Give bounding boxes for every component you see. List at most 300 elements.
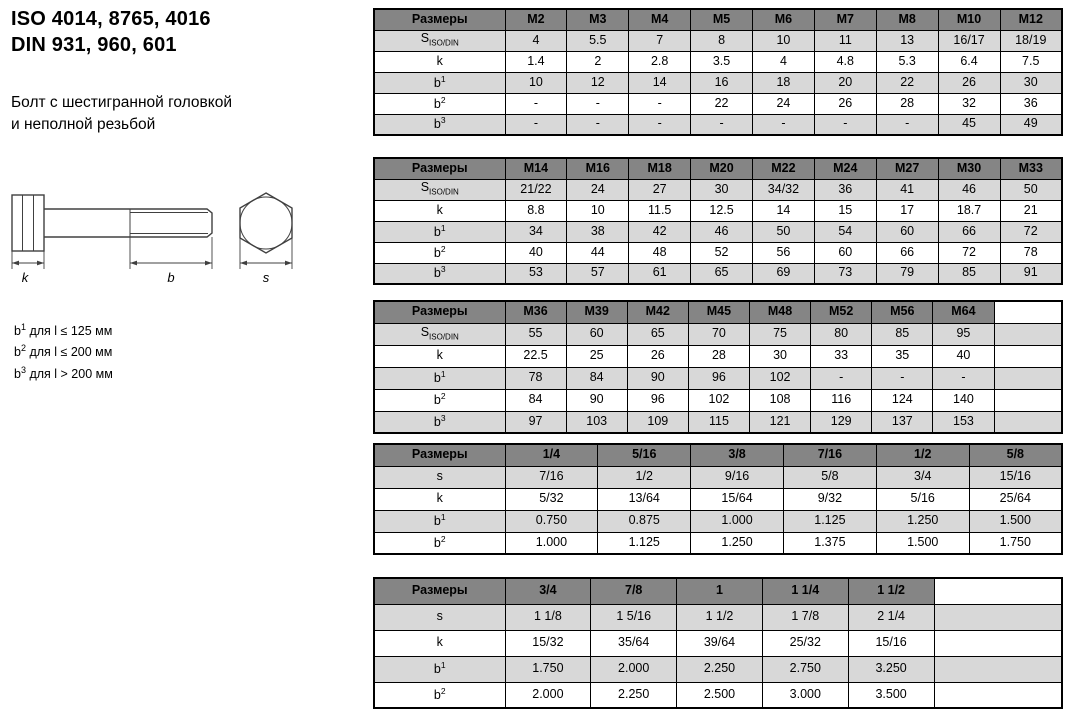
column-header: 1 1/2 bbox=[848, 578, 934, 604]
value-cell: 35 bbox=[872, 345, 933, 367]
row-label: k bbox=[374, 630, 505, 656]
footnote: $b^2$ для l ≤ 200 мм bbox=[14, 343, 113, 360]
empty-cell bbox=[994, 411, 1062, 433]
value-cell: 33 bbox=[811, 345, 872, 367]
table-header-label: Размеры bbox=[374, 158, 505, 179]
value-cell: 5.5 bbox=[567, 30, 629, 51]
arrowhead bbox=[240, 261, 247, 266]
value-cell: 11 bbox=[814, 30, 876, 51]
value-cell: 1.125 bbox=[783, 510, 876, 532]
row-label: $b^1$ bbox=[374, 221, 505, 242]
value-cell: 2.000 bbox=[591, 656, 677, 682]
value-cell: 84 bbox=[566, 367, 627, 389]
row-label: $S_{ISO/DIN}$ bbox=[374, 179, 505, 200]
value-cell: 50 bbox=[753, 221, 815, 242]
table-row bbox=[374, 630, 1062, 656]
value-cell: 5/16 bbox=[876, 488, 969, 510]
value-cell: 17 bbox=[876, 200, 938, 221]
value-cell: 2.250 bbox=[591, 682, 677, 708]
value-cell: 60 bbox=[566, 323, 627, 345]
dimension-table-1 bbox=[373, 8, 1063, 136]
value-cell: 15 bbox=[814, 200, 876, 221]
column-header: M10 bbox=[938, 9, 1000, 30]
table-row bbox=[374, 367, 1062, 389]
value-cell: 90 bbox=[566, 389, 627, 411]
table-row bbox=[374, 604, 1062, 630]
value-cell: 1.375 bbox=[783, 532, 876, 554]
value-cell: - bbox=[753, 114, 815, 135]
value-cell: 8.8 bbox=[505, 200, 567, 221]
value-cell: 65 bbox=[627, 323, 688, 345]
table-row bbox=[374, 532, 1062, 554]
row-label: k bbox=[374, 200, 505, 221]
value-cell: 1.250 bbox=[876, 510, 969, 532]
column-header: M52 bbox=[811, 301, 872, 323]
value-cell: 85 bbox=[872, 323, 933, 345]
value-cell: 137 bbox=[872, 411, 933, 433]
column-header: M24 bbox=[814, 158, 876, 179]
value-cell: 95 bbox=[933, 323, 994, 345]
table-row bbox=[374, 200, 1062, 221]
value-cell: 1 7/8 bbox=[762, 604, 848, 630]
dimension-table-2 bbox=[373, 157, 1063, 285]
empty-cell bbox=[994, 389, 1062, 411]
title-din-line: DIN 931, 960, 601 bbox=[11, 34, 177, 57]
value-cell: 2.750 bbox=[762, 656, 848, 682]
value-cell: 70 bbox=[688, 323, 749, 345]
value-cell: 22 bbox=[876, 72, 938, 93]
value-cell: 9/16 bbox=[691, 466, 784, 488]
value-cell: 2.250 bbox=[677, 656, 763, 682]
value-cell: 30 bbox=[750, 345, 811, 367]
empty-header-cell bbox=[934, 578, 1062, 604]
value-cell: 11.5 bbox=[629, 200, 691, 221]
table-row bbox=[374, 51, 1062, 72]
table-row bbox=[374, 389, 1062, 411]
value-cell: 13/64 bbox=[598, 488, 691, 510]
value-cell: 1.000 bbox=[691, 510, 784, 532]
empty-cell bbox=[934, 630, 1062, 656]
row-label: $b^2$ bbox=[374, 682, 505, 708]
column-header: M4 bbox=[629, 9, 691, 30]
value-cell: 36 bbox=[1000, 93, 1062, 114]
value-cell: 96 bbox=[627, 389, 688, 411]
column-header: M22 bbox=[753, 158, 815, 179]
value-cell: 25/64 bbox=[969, 488, 1062, 510]
table-row bbox=[374, 179, 1062, 200]
row-label: $b^1$ bbox=[374, 367, 505, 389]
column-header: M2 bbox=[505, 9, 567, 30]
row-label: $S_{ISO/DIN}$ bbox=[374, 30, 505, 51]
column-header: M45 bbox=[688, 301, 749, 323]
value-cell: 9/32 bbox=[783, 488, 876, 510]
value-cell: 0.750 bbox=[505, 510, 598, 532]
column-header: M33 bbox=[1000, 158, 1062, 179]
value-cell: 61 bbox=[629, 263, 691, 284]
value-cell: 54 bbox=[814, 221, 876, 242]
value-cell: - bbox=[872, 367, 933, 389]
table-row bbox=[374, 466, 1062, 488]
column-header: 5/8 bbox=[969, 444, 1062, 466]
arrowhead bbox=[37, 261, 44, 266]
value-cell: 49 bbox=[1000, 114, 1062, 135]
value-cell: 60 bbox=[876, 221, 938, 242]
table-row bbox=[374, 93, 1062, 114]
dimension-b bbox=[130, 237, 212, 269]
table-row bbox=[374, 345, 1062, 367]
empty-cell bbox=[934, 604, 1062, 630]
value-cell: 15/32 bbox=[505, 630, 591, 656]
row-label: $b^2$ bbox=[374, 93, 505, 114]
column-header: 3/4 bbox=[505, 578, 591, 604]
row-label: $b^3$ bbox=[374, 411, 505, 433]
value-cell: 4 bbox=[753, 51, 815, 72]
value-cell: 7.5 bbox=[1000, 51, 1062, 72]
value-cell: 69 bbox=[753, 263, 815, 284]
table-row bbox=[374, 411, 1062, 433]
value-cell: 56 bbox=[753, 242, 815, 263]
value-cell: 24 bbox=[753, 93, 815, 114]
value-cell: 115 bbox=[688, 411, 749, 433]
value-cell: 14 bbox=[753, 200, 815, 221]
value-cell: 121 bbox=[750, 411, 811, 433]
value-cell: 22 bbox=[691, 93, 753, 114]
value-cell: 1 1/2 bbox=[677, 604, 763, 630]
bolt-end-view bbox=[240, 193, 292, 253]
value-cell: 16 bbox=[691, 72, 753, 93]
value-cell: 26 bbox=[938, 72, 1000, 93]
value-cell: - bbox=[691, 114, 753, 135]
value-cell: - bbox=[505, 114, 567, 135]
value-cell: 73 bbox=[814, 263, 876, 284]
table-header-label: Размеры bbox=[374, 301, 505, 323]
column-header: 1 bbox=[677, 578, 763, 604]
column-header: M27 bbox=[876, 158, 938, 179]
value-cell: 2.500 bbox=[677, 682, 763, 708]
value-cell: 140 bbox=[933, 389, 994, 411]
arrowhead bbox=[285, 261, 292, 266]
table-header-label: Размеры bbox=[374, 444, 505, 466]
dimension-table-5 bbox=[373, 577, 1063, 709]
value-cell: 1.125 bbox=[598, 532, 691, 554]
value-cell: 12 bbox=[567, 72, 629, 93]
dimension-labels bbox=[22, 270, 270, 285]
value-cell: 102 bbox=[750, 367, 811, 389]
empty-cell bbox=[994, 345, 1062, 367]
table-row bbox=[374, 510, 1062, 532]
value-cell: 53 bbox=[505, 263, 567, 284]
row-label: $b^2$ bbox=[374, 389, 505, 411]
value-cell: - bbox=[629, 93, 691, 114]
value-cell: 2.000 bbox=[505, 682, 591, 708]
column-header: 5/16 bbox=[598, 444, 691, 466]
value-cell: 4 bbox=[505, 30, 567, 51]
column-header: M64 bbox=[933, 301, 994, 323]
value-cell: 15/16 bbox=[848, 630, 934, 656]
value-cell: 1.250 bbox=[691, 532, 784, 554]
value-cell: 72 bbox=[1000, 221, 1062, 242]
value-cell: 72 bbox=[938, 242, 1000, 263]
value-cell: 78 bbox=[505, 367, 566, 389]
value-cell: 44 bbox=[567, 242, 629, 263]
value-cell: 84 bbox=[505, 389, 566, 411]
value-cell: 5.3 bbox=[876, 51, 938, 72]
value-cell: 103 bbox=[566, 411, 627, 433]
b-dimension-label: b bbox=[167, 270, 175, 285]
column-header: M18 bbox=[629, 158, 691, 179]
k-dimension-label: k bbox=[21, 270, 29, 285]
value-cell: 153 bbox=[933, 411, 994, 433]
value-cell: 3.5 bbox=[691, 51, 753, 72]
value-cell: 1/2 bbox=[598, 466, 691, 488]
value-cell: 96 bbox=[688, 367, 749, 389]
value-cell: 109 bbox=[627, 411, 688, 433]
column-header: M7 bbox=[814, 9, 876, 30]
value-cell: 55 bbox=[505, 323, 566, 345]
value-cell: 7/16 bbox=[505, 466, 598, 488]
empty-cell bbox=[994, 323, 1062, 345]
footnotes bbox=[14, 320, 113, 384]
value-cell: 57 bbox=[567, 263, 629, 284]
inscribed-circle bbox=[240, 197, 292, 249]
arrowhead bbox=[130, 261, 137, 266]
value-cell: 1.750 bbox=[969, 532, 1062, 554]
value-cell: - bbox=[811, 367, 872, 389]
value-cell: 16/17 bbox=[938, 30, 1000, 51]
table-header-label: Размеры bbox=[374, 9, 505, 30]
column-header: M30 bbox=[938, 158, 1000, 179]
value-cell: 21/22 bbox=[505, 179, 567, 200]
table-row bbox=[374, 263, 1062, 284]
value-cell: 46 bbox=[691, 221, 753, 242]
value-cell: 15/16 bbox=[969, 466, 1062, 488]
column-header: 7/16 bbox=[783, 444, 876, 466]
value-cell: 13 bbox=[876, 30, 938, 51]
row-label: $b^3$ bbox=[374, 114, 505, 135]
column-header: M6 bbox=[753, 9, 815, 30]
column-header: 1/4 bbox=[505, 444, 598, 466]
value-cell: 1.500 bbox=[969, 510, 1062, 532]
column-header: M42 bbox=[627, 301, 688, 323]
value-cell: 66 bbox=[938, 221, 1000, 242]
product-description bbox=[11, 92, 232, 137]
column-header: M16 bbox=[567, 158, 629, 179]
value-cell: 42 bbox=[629, 221, 691, 242]
value-cell: 21 bbox=[1000, 200, 1062, 221]
bolt-side-view bbox=[12, 195, 212, 251]
value-cell: 48 bbox=[629, 242, 691, 263]
value-cell: 28 bbox=[876, 93, 938, 114]
value-cell: 0.875 bbox=[598, 510, 691, 532]
table-row bbox=[374, 323, 1062, 345]
table-row bbox=[374, 72, 1062, 93]
value-cell: - bbox=[567, 93, 629, 114]
value-cell: - bbox=[629, 114, 691, 135]
row-label: $b^3$ bbox=[374, 263, 505, 284]
value-cell: 91 bbox=[1000, 263, 1062, 284]
table-row bbox=[374, 656, 1062, 682]
value-cell: - bbox=[933, 367, 994, 389]
arrowhead bbox=[12, 261, 19, 266]
column-header: M12 bbox=[1000, 9, 1062, 30]
value-cell: 6.4 bbox=[938, 51, 1000, 72]
description-line-2: и неполной резьбой bbox=[11, 116, 156, 134]
value-cell: - bbox=[505, 93, 567, 114]
value-cell: 80 bbox=[811, 323, 872, 345]
value-cell: 18.7 bbox=[938, 200, 1000, 221]
value-cell: 8 bbox=[691, 30, 753, 51]
column-header: M56 bbox=[872, 301, 933, 323]
value-cell: 34/32 bbox=[753, 179, 815, 200]
value-cell: 60 bbox=[814, 242, 876, 263]
value-cell: 5/32 bbox=[505, 488, 598, 510]
value-cell: 12.5 bbox=[691, 200, 753, 221]
column-header: M8 bbox=[876, 9, 938, 30]
value-cell: 22.5 bbox=[505, 345, 566, 367]
value-cell: 1 5/16 bbox=[591, 604, 677, 630]
s-dimension-label: s bbox=[262, 270, 270, 285]
standards-title bbox=[11, 6, 211, 59]
footnote: $b^1$ для l ≤ 125 мм bbox=[14, 322, 113, 339]
table-row bbox=[374, 682, 1062, 708]
hex-outline bbox=[240, 193, 292, 253]
table-row bbox=[374, 221, 1062, 242]
value-cell: 45 bbox=[938, 114, 1000, 135]
row-label: $b^1$ bbox=[374, 72, 505, 93]
table-row bbox=[374, 242, 1062, 263]
value-cell: 20 bbox=[814, 72, 876, 93]
empty-header-cell bbox=[994, 301, 1062, 323]
value-cell: 5/8 bbox=[783, 466, 876, 488]
column-header: 1/2 bbox=[876, 444, 969, 466]
value-cell: 78 bbox=[1000, 242, 1062, 263]
title-iso-line: ISO 4014, 8765, 4016 bbox=[11, 8, 211, 30]
value-cell: 2.8 bbox=[629, 51, 691, 72]
row-label: s bbox=[374, 604, 505, 630]
value-cell: 27 bbox=[629, 179, 691, 200]
column-header: M36 bbox=[505, 301, 566, 323]
value-cell: 66 bbox=[876, 242, 938, 263]
value-cell: 40 bbox=[933, 345, 994, 367]
value-cell: 35/64 bbox=[591, 630, 677, 656]
value-cell: 1.000 bbox=[505, 532, 598, 554]
dimension-k bbox=[12, 251, 44, 269]
value-cell: 97 bbox=[505, 411, 566, 433]
value-cell: 3.250 bbox=[848, 656, 934, 682]
empty-cell bbox=[934, 682, 1062, 708]
value-cell: 7 bbox=[629, 30, 691, 51]
value-cell: 25 bbox=[566, 345, 627, 367]
value-cell: 39/64 bbox=[677, 630, 763, 656]
column-header: M5 bbox=[691, 9, 753, 30]
value-cell: 1 1/8 bbox=[505, 604, 591, 630]
description-line-1: Болт с шестигранной головкой bbox=[11, 94, 233, 111]
value-cell: 24 bbox=[567, 179, 629, 200]
column-header: M48 bbox=[750, 301, 811, 323]
bolt-technical-drawing-svg bbox=[4, 189, 344, 293]
value-cell: 18/19 bbox=[1000, 30, 1062, 51]
value-cell: - bbox=[814, 114, 876, 135]
value-cell: - bbox=[876, 114, 938, 135]
value-cell: 1.500 bbox=[876, 532, 969, 554]
table-row bbox=[374, 30, 1062, 51]
value-cell: 129 bbox=[811, 411, 872, 433]
value-cell: 10 bbox=[505, 72, 567, 93]
column-header: 1 1/4 bbox=[762, 578, 848, 604]
value-cell: 25/32 bbox=[762, 630, 848, 656]
value-cell: - bbox=[567, 114, 629, 135]
value-cell: 28 bbox=[688, 345, 749, 367]
value-cell: 3/4 bbox=[876, 466, 969, 488]
value-cell: 14 bbox=[629, 72, 691, 93]
column-header: M20 bbox=[691, 158, 753, 179]
dimension-table-3 bbox=[373, 300, 1063, 434]
value-cell: 38 bbox=[567, 221, 629, 242]
value-cell: 3.000 bbox=[762, 682, 848, 708]
value-cell: 4.8 bbox=[814, 51, 876, 72]
value-cell: 1.750 bbox=[505, 656, 591, 682]
value-cell: 41 bbox=[876, 179, 938, 200]
arrowhead bbox=[205, 261, 212, 266]
value-cell: 1.4 bbox=[505, 51, 567, 72]
row-label: $b^2$ bbox=[374, 242, 505, 263]
column-header: M39 bbox=[566, 301, 627, 323]
value-cell: 79 bbox=[876, 263, 938, 284]
row-label: $b^1$ bbox=[374, 656, 505, 682]
row-label: $b^2$ bbox=[374, 532, 505, 554]
value-cell: 108 bbox=[750, 389, 811, 411]
value-cell: 116 bbox=[811, 389, 872, 411]
value-cell: 90 bbox=[627, 367, 688, 389]
value-cell: 2 1/4 bbox=[848, 604, 934, 630]
value-cell: 75 bbox=[750, 323, 811, 345]
row-label: k bbox=[374, 345, 505, 367]
row-label: $S_{ISO/DIN}$ bbox=[374, 323, 505, 345]
table-header-label: Размеры bbox=[374, 578, 505, 604]
column-header: 7/8 bbox=[591, 578, 677, 604]
value-cell: 32 bbox=[938, 93, 1000, 114]
value-cell: 30 bbox=[691, 179, 753, 200]
value-cell: 50 bbox=[1000, 179, 1062, 200]
dimension-table-4 bbox=[373, 443, 1063, 555]
value-cell: 46 bbox=[938, 179, 1000, 200]
value-cell: 85 bbox=[938, 263, 1000, 284]
bolt-shank-outline bbox=[44, 209, 212, 237]
value-cell: 34 bbox=[505, 221, 567, 242]
value-cell: 52 bbox=[691, 242, 753, 263]
empty-cell bbox=[994, 367, 1062, 389]
table-row bbox=[374, 114, 1062, 135]
column-header: M3 bbox=[567, 9, 629, 30]
value-cell: 10 bbox=[567, 200, 629, 221]
row-label: $b^1$ bbox=[374, 510, 505, 532]
value-cell: 102 bbox=[688, 389, 749, 411]
value-cell: 2 bbox=[567, 51, 629, 72]
value-cell: 40 bbox=[505, 242, 567, 263]
row-label: k bbox=[374, 51, 505, 72]
value-cell: 15/64 bbox=[691, 488, 784, 510]
column-header: 3/8 bbox=[691, 444, 784, 466]
row-label: k bbox=[374, 488, 505, 510]
table-row bbox=[374, 488, 1062, 510]
bolt-drawing bbox=[4, 189, 344, 298]
value-cell: 18 bbox=[753, 72, 815, 93]
column-header: M14 bbox=[505, 158, 567, 179]
footnote: $b^3$ для l > 200 мм bbox=[14, 364, 113, 381]
value-cell: 36 bbox=[814, 179, 876, 200]
value-cell: 65 bbox=[691, 263, 753, 284]
value-cell: 26 bbox=[627, 345, 688, 367]
